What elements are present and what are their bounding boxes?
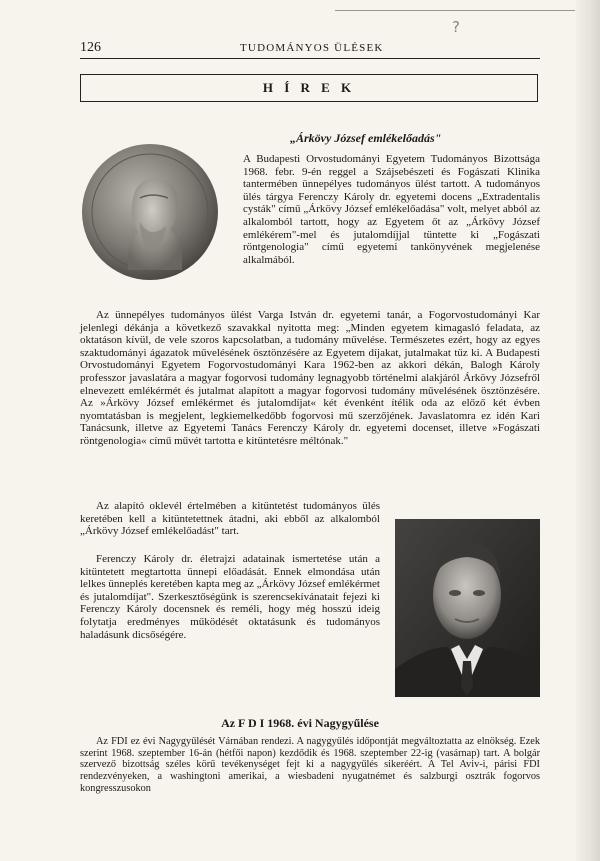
article-title: „Árkövy József emlékelőadás" — [290, 131, 442, 145]
header-rule — [80, 58, 540, 59]
article1-paragraph-3: Az alapító oklevél értelmében a kitüntetést tudományos ülés keretében kell a kitüntetettnek átadni, aki ebből az alkalomból „Árkövy József emlékelőadást" tart. — [80, 500, 380, 538]
article1-paragraph-4: Ferenczy Károly dr. életrajzi adatainak ismertetése után a kitüntetett megtartotta ünnepi előadását. Ennek elmondása után lelkes ünneplés keretében kapta meg az „Árkövy József emlékérmet és jutalomdíjat". Szerkesztőségünk is szerencsekívánatait fejezi ki Ferenczy Károly docensnek és reméli, hogy még hosszú ideig folytatja eredményes működését oktatásunk és tudományos haladásunk dicsőségére. — [80, 553, 380, 641]
pencil-mark: ? — [452, 18, 460, 36]
article1-paragraph-1: A Budapesti Orvostudományi Egyetem Tudományos Bizottsága 1968. febr. 9-én reggel a Szájsebészeti és Fogászati Klinika tantermében ünnepélyes tudományos ülést tartott. A tudományos ülés tárgya Ferenczy Károly dr. egyetemi docens „Extradentalis cysták" című „Árkövy József emlékelőadása" volt, melyet abból az alkalomból tartott, hogy az Egyetem őt az „Árkövy József emlékérem"-mel és jutalomdíjjal tüntette ki „Fogászati röntgenologia" című egyetemi tankönyvének megjelenése alkalmából. — [243, 153, 540, 266]
running-head: TUDOMÁNYOS ÜLÉSEK — [240, 42, 384, 54]
medal-relief-icon — [80, 142, 220, 282]
article2-paragraph-1: Az FDI ez évi Nagygyűlését Várnában rendezi. A nagygyűlés időpontját megváltoztatta az elnökség. Ezek szerint 1968. szeptember 16-án (hétfői napon) kezdődik és 1968. szeptember 22-ig (vasárnap) tart. A bolgár szervező bizottság széles körű tevékenységet fejt ki a nagygyűlés sikeréért. A Tel Aviv-i, párisi FDI rendezvényeken, a washingtoni amerikai, a wiesbadeni nyugatnémet és salzburgi osztrák fogorvos kongresszusokon — [80, 736, 540, 794]
article2-title: Az F D I 1968. évi Nagygyűlése — [221, 716, 379, 730]
section-title: H Í R E K — [262, 80, 356, 95]
page-number: 126 — [80, 40, 101, 55]
section-title-box — [80, 74, 538, 102]
article1-paragraph-2: Az ünnepélyes tudományos ülést Varga István dr. egyetemi tanár, a Fogorvostudományi Kar jelenlegi dékánja a következő szavakkal nyitotta meg: „Minden egyetem kimagasló feladata, az oktatáson kívül, de vele szoros kapcsolatban, a tudomány művelése. Természetes ezért, hogy az egyes szaktudományi ágazatok művelésének ösztönzésére az Egyetem díjakat, jutalmakat tűz ki. A Budapesti Orvostudományi Egyetem Fogorvostudományi Kara 1962-ben az akkori dékán, Balogh Károly professzor javaslatára a magyar fogorvosi tudomány legnagyobb történelmi alakjáról Árkövy Józsefről elnevezett emlékérmét és jutalmat alapított a magyar fogorvosi tudomány művelésének ösztönzésére. Az »Árkövy József emlékérmet és jutalomdíjat« két évenként ítélik oda az előző két évben nyomtatásban is megjelent, legkiemelkedőbb fogorvosi mű szerzőjének. Javaslatomra ez idén Kari Tanácsunk, illetve az Egyetemi Tanács Ferenczy Károly dr. egyetemi docenset, illetve »Fogászati röntgenologia« című művét tartotta e kitüntetésre méltónak." — [80, 309, 540, 447]
page-edge-shadow — [576, 0, 600, 861]
portrait-photo-icon — [395, 519, 540, 697]
top-rule — [335, 10, 575, 11]
